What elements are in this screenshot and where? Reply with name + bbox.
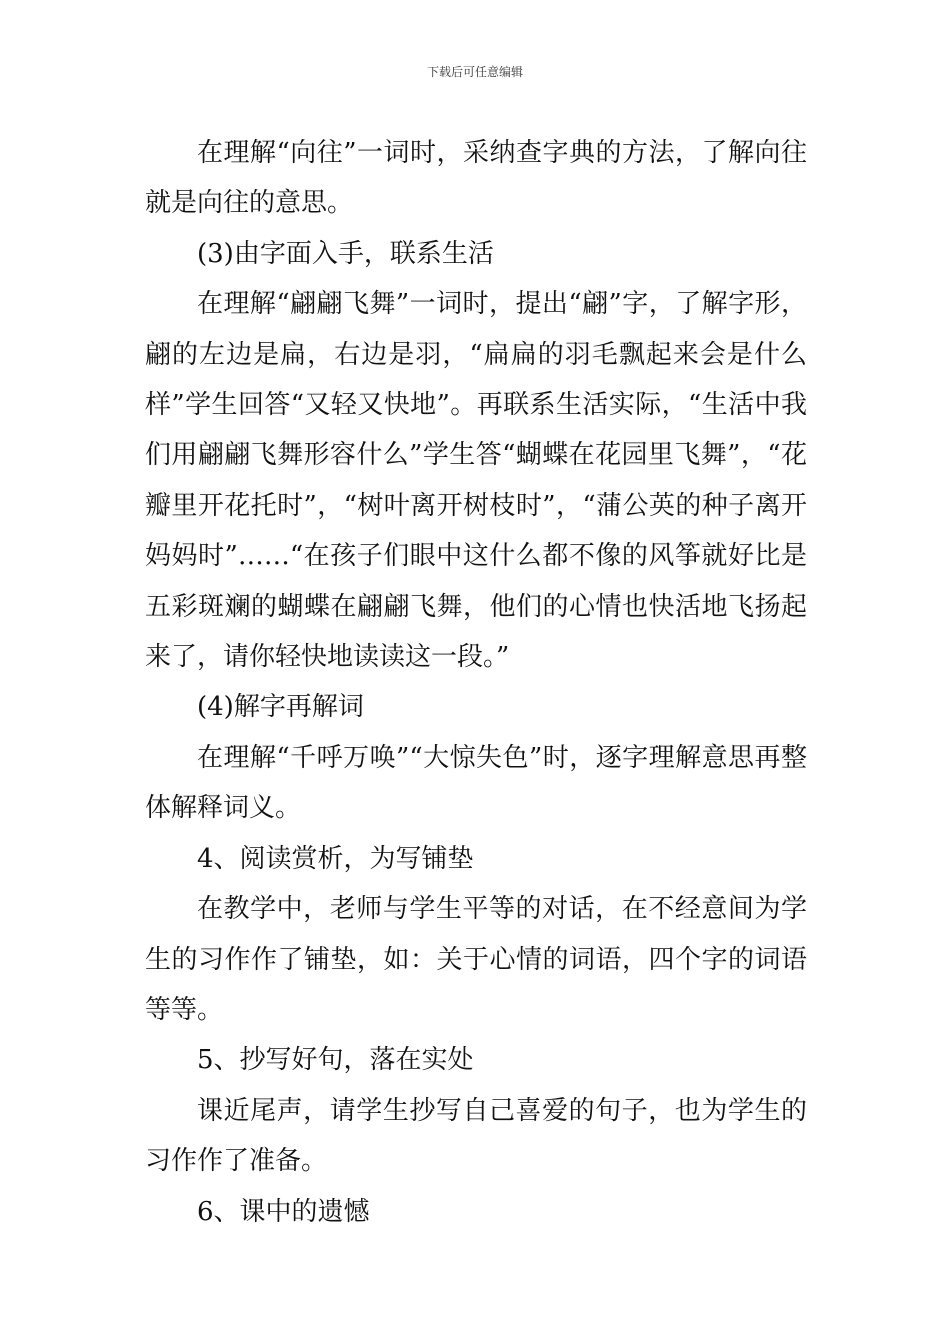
paragraph-3: 在理解“翩翩飞舞”一词时，提出“翩”字，了解字形，翩的左边是扁，右边是羽，“扁扁的羽毛飘起来会是什么样”学生回答“又轻又快地”。再联系生活实际，“生活中我们用翩翩飞舞形容什么”学生答“蝴蝶在花园里飞舞”，“花瓣里开花托时”，“树叶离开树枝时”，“蒲公英的种子离开妈妈时”……“在孩子们眼中这什么都不像的风筝就好比是五彩斑斓的蝴蝶在翩翩飞舞，他们的心情也快活地飞扬起来了，请你轻快地读读这一段。” bbox=[145, 289, 807, 673]
document-body bbox=[145, 128, 807, 1237]
paragraph-1: 在理解“向往”一词时，采纳查字典的方法，了解向往就是向往的意思。 bbox=[145, 138, 807, 219]
paragraph-8: 5、抄写好句，落在实处 bbox=[197, 1045, 474, 1076]
paragraph-6: 4、阅读赏析，为写铺垫 bbox=[197, 843, 474, 874]
paragraph-10: 6、课中的遗憾 bbox=[197, 1196, 370, 1227]
paragraph-5: 在理解“千呼万唤”“大惊失色”时，逐字理解意思再整体解释词义。 bbox=[145, 742, 807, 824]
paragraph-7: 在教学中，老师与学生平等的对话，在不经意间为学生的习作作了铺垫，如：关于心情的词语，四个字的词语等等。 bbox=[145, 894, 807, 1025]
paragraph-2: (3)由字面入手，联系生活 bbox=[197, 238, 494, 269]
paragraph-9: 课近尾声，请学生抄写自己喜爱的句子，也为学生的习作作了准备。 bbox=[145, 1095, 807, 1177]
paragraph-4: (4)解字再解词 bbox=[197, 692, 364, 723]
page-header: 下载后可任意编辑 bbox=[426, 65, 523, 79]
